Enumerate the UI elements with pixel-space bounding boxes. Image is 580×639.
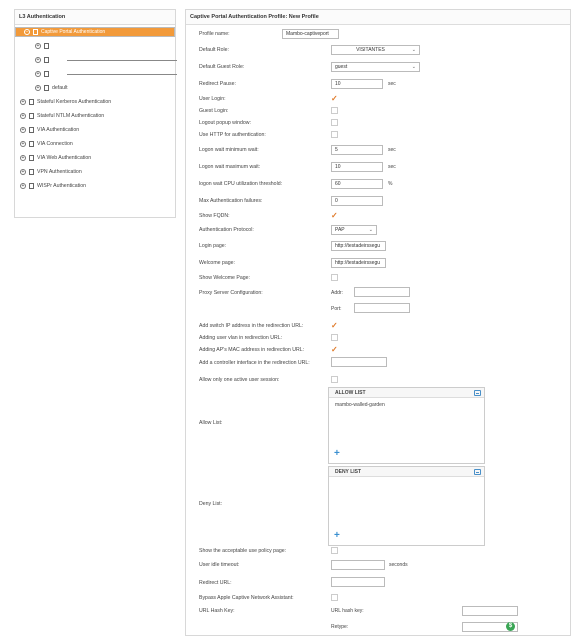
logon-wait-min-unit: sec	[388, 147, 396, 153]
url-hash-key-input[interactable]	[462, 606, 518, 616]
document-icon	[33, 29, 38, 35]
add-ap-mac-label: Adding AP's MAC address in redirection URL:	[199, 347, 305, 353]
collapse-icon[interactable]: −	[25, 28, 29, 35]
user-idle-timeout-label: User idle timeout:	[199, 562, 240, 568]
expand-icon[interactable]: +	[36, 56, 40, 63]
expand-icon[interactable]: +	[21, 182, 25, 189]
cpu-threshold-unit: %	[388, 181, 393, 187]
chevron-down-icon: ⌄	[411, 47, 416, 53]
tree-item-captive-portal[interactable]	[15, 27, 175, 37]
cpu-threshold-input[interactable]: 60	[331, 179, 383, 189]
tree-item-via-connection[interactable]: + VIA Connection	[21, 140, 73, 147]
max-auth-failures-input[interactable]: 0	[331, 196, 383, 206]
default-role-select[interactable]: VISITANTES ⌄	[331, 45, 420, 55]
expand-icon[interactable]: +	[21, 98, 25, 105]
show-aup-checkbox[interactable]	[331, 547, 338, 554]
tree-item-default[interactable]: + default	[36, 84, 68, 91]
document-icon	[29, 113, 34, 119]
profile-form-panel	[185, 9, 571, 636]
proxy-server-label: Proxy Server Configuration:	[199, 290, 263, 296]
add-switch-ip-checkbox[interactable]: ✓	[331, 321, 338, 330]
expand-icon[interactable]: +	[21, 154, 25, 161]
tree-item-profile-1[interactable]	[15, 40, 175, 53]
edit-list-icon[interactable]	[474, 469, 481, 475]
tree-item-wispr[interactable]: + WISPr Authentication	[21, 182, 87, 189]
logon-wait-max-input[interactable]: 10	[331, 162, 383, 172]
tree-item-ntlm[interactable]: + Stateful NTLM Authentication	[21, 112, 105, 119]
show-fqdn-checkbox[interactable]: ✓	[331, 211, 338, 220]
form-panel-title: Captive Portal Authentication Profile: New Profile	[186, 10, 570, 25]
redirect-pause-label: Redirect Pause:	[199, 81, 236, 87]
proxy-addr-label: Addr:	[331, 290, 343, 296]
add-item-icon[interactable]: +	[334, 448, 340, 459]
deny-list-label: Deny List:	[199, 501, 223, 507]
password-manager-icon[interactable]: $	[506, 622, 515, 631]
default-guest-role-select[interactable]: guest ⌄	[331, 62, 420, 72]
guest-login-checkbox[interactable]	[331, 107, 338, 114]
tree-item-vpn[interactable]: + VPN Authentication	[21, 168, 82, 175]
edit-list-icon[interactable]	[474, 390, 481, 396]
logon-wait-max-label: Logon wait maximum wait:	[199, 164, 261, 170]
login-page-label: Login page:	[199, 243, 227, 249]
allow-one-session-label: Allow only one active user session:	[199, 377, 280, 383]
document-icon	[44, 85, 49, 91]
tree-item-via-web[interactable]: + VIA Web Authentication	[21, 154, 92, 161]
tree-panel-title: L3 Authentication	[15, 10, 175, 25]
document-icon	[44, 43, 49, 49]
allow-list-label: Allow List:	[199, 420, 223, 426]
welcome-page-label: Welcome page:	[199, 260, 235, 266]
chevron-down-icon: ⌄	[368, 227, 373, 233]
add-item-icon[interactable]: +	[334, 530, 340, 541]
add-controller-iface-input[interactable]	[331, 357, 387, 367]
redirect-pause-input[interactable]: 10	[331, 79, 383, 89]
allow-one-session-checkbox[interactable]	[331, 376, 338, 383]
expand-icon[interactable]: +	[36, 70, 40, 77]
deny-list-header: DENY LIST	[329, 467, 484, 477]
document-icon	[29, 141, 34, 147]
expand-icon[interactable]: +	[21, 112, 25, 119]
auth-protocol-select[interactable]: PAP ⌄	[331, 225, 377, 235]
chevron-down-icon: ⌄	[411, 64, 416, 70]
add-user-vlan-checkbox[interactable]	[331, 334, 338, 341]
add-user-vlan-label: Adding user vlan in redirection URL:	[199, 335, 283, 341]
logon-wait-min-label: Logon wait minimum wait:	[199, 147, 259, 153]
welcome-page-input[interactable]: http://testadeirssegu	[331, 258, 386, 268]
default-role-label: Default Role:	[199, 47, 229, 53]
guest-login-label: Guest Login:	[199, 108, 229, 114]
document-icon	[44, 57, 49, 63]
url-hash-key-label: URL Hash Key:	[199, 608, 235, 614]
proxy-port-label: Port:	[331, 306, 342, 312]
expand-icon[interactable]: +	[21, 168, 25, 175]
bypass-apple-checkbox[interactable]	[331, 594, 338, 601]
url-hash-retype-label: Retype:	[331, 624, 349, 630]
document-icon	[29, 155, 34, 161]
bypass-apple-label: Bypass Apple Captive Network Assistant:	[199, 595, 294, 601]
show-welcome-page-checkbox[interactable]	[331, 274, 338, 281]
proxy-port-input[interactable]	[354, 303, 410, 313]
cpu-threshold-label: logon wait CPU utilization threshold:	[199, 181, 283, 187]
url-hash-key-sublabel: URL hash key:	[331, 608, 364, 614]
tree-item-label: Captive Portal Authentication	[41, 29, 106, 35]
document-icon	[29, 183, 34, 189]
tree-item-profile-3[interactable]	[15, 68, 175, 81]
allow-list-box	[328, 387, 485, 464]
max-auth-failures-label: Max Authentication failures:	[199, 198, 263, 204]
expand-icon[interactable]: +	[21, 126, 25, 133]
document-icon	[29, 127, 34, 133]
tree-item-profile-2[interactable]	[15, 54, 175, 67]
auth-protocol-label: Authentication Protocol:	[199, 227, 254, 233]
expand-icon[interactable]: +	[36, 42, 40, 49]
show-fqdn-label: Show FQDN:	[199, 213, 230, 219]
redirect-pause-unit: sec	[388, 81, 396, 87]
tree-item-kerberos[interactable]: + Stateful Kerberos Authentication	[21, 98, 112, 105]
document-icon	[44, 71, 49, 77]
document-icon	[29, 99, 34, 105]
deny-list-box	[328, 466, 485, 546]
redirect-url-label: Redirect URL:	[199, 580, 232, 586]
expand-icon[interactable]: +	[21, 140, 25, 147]
logout-popup-label: Logout popup window:	[199, 120, 251, 126]
allow-list-item[interactable]: mambo-walled-garden	[335, 402, 385, 408]
add-controller-iface-label: Add a controller interface in the redirection URL:	[199, 360, 310, 366]
logout-popup-checkbox[interactable]	[331, 119, 338, 126]
logon-wait-max-unit: sec	[388, 164, 396, 170]
document-icon	[29, 169, 34, 175]
user-login-checkbox[interactable]: ✓	[331, 94, 338, 103]
add-ap-mac-checkbox[interactable]: ✓	[331, 345, 338, 354]
profile-name-input[interactable]: Mambo-captiveport	[282, 29, 339, 39]
allow-list-header: ALLOW LIST	[329, 388, 484, 398]
redirect-url-input[interactable]	[331, 577, 385, 587]
proxy-addr-input[interactable]	[354, 287, 410, 297]
tree-item-via-auth[interactable]: + VIA Authentication	[21, 126, 80, 133]
login-page-input[interactable]: http://testadeirssegu	[331, 241, 386, 251]
user-idle-timeout-input[interactable]	[331, 560, 385, 570]
show-welcome-page-label: Show Welcome Page:	[199, 275, 250, 281]
use-http-label: Use HTTP for authentication:	[199, 132, 266, 138]
show-aup-label: Show the acceptable use policy page:	[199, 548, 287, 554]
user-login-label: User Login:	[199, 96, 226, 102]
expand-icon[interactable]: +	[36, 84, 40, 91]
profile-tree-panel	[14, 9, 176, 218]
default-guest-role-label: Default Guest Role:	[199, 64, 245, 70]
user-idle-timeout-unit: seconds	[389, 562, 408, 568]
logon-wait-min-input[interactable]: 5	[331, 145, 383, 155]
use-http-checkbox[interactable]	[331, 131, 338, 138]
profile-name-label: Profile name:	[199, 31, 230, 37]
add-switch-ip-label: Add switch IP address in the redirection URL:	[199, 323, 304, 329]
